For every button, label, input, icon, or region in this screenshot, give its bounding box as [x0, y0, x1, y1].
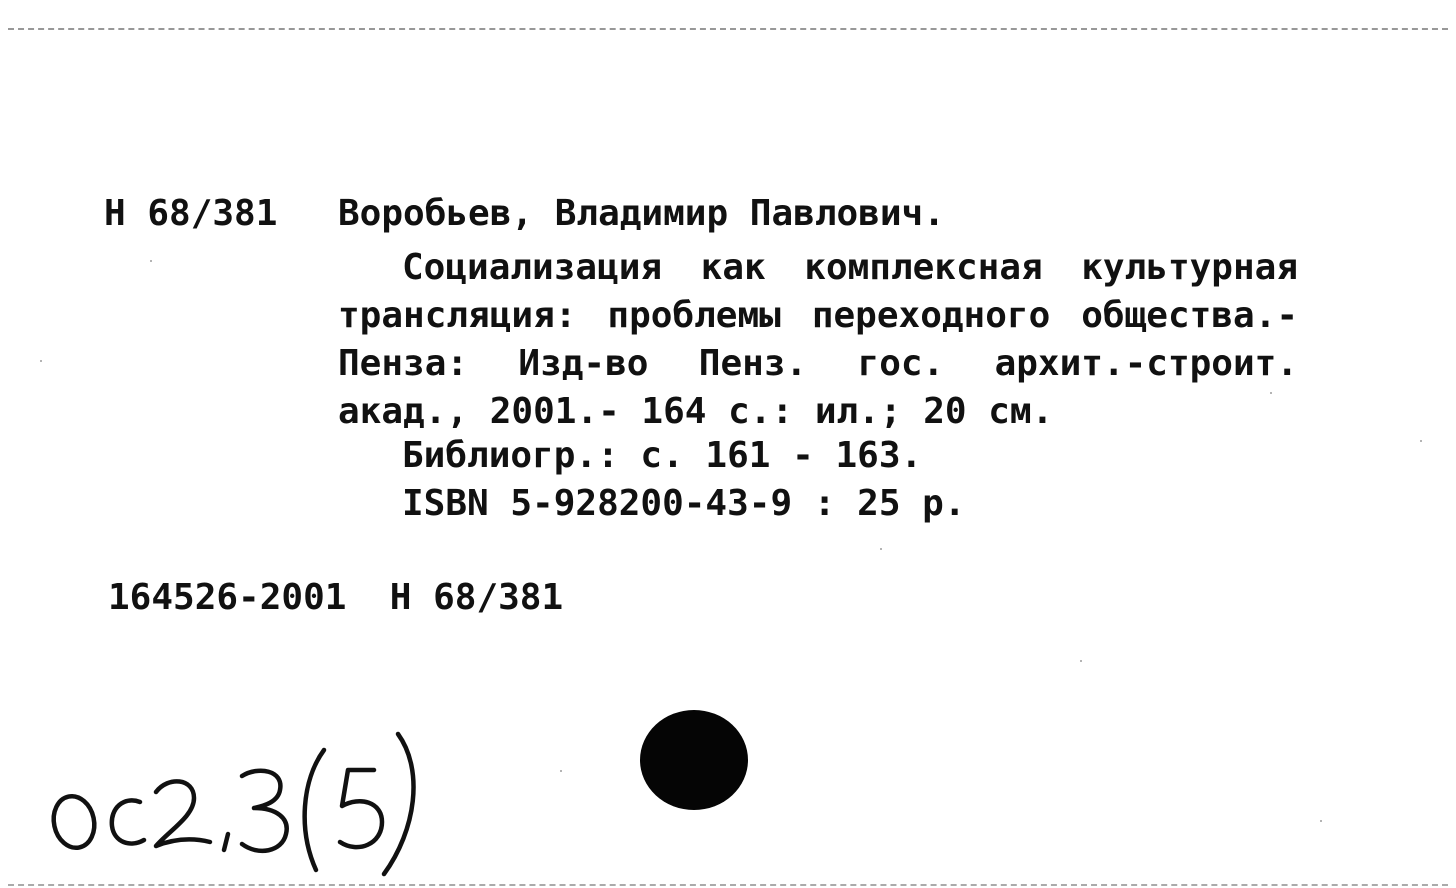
top-border-rule: [8, 28, 1448, 30]
paper-speck: [880, 548, 882, 550]
paper-speck: [1320, 820, 1322, 822]
handwritten-classification-mark: [44, 710, 444, 880]
title-line: Социализация как комплексная культурная: [402, 247, 1298, 288]
bibliography-note: Библиогр.: с. 161 - 163.: [402, 435, 923, 476]
paper-speck: [1270, 392, 1272, 394]
title-line: трансляция: проблемы переходного общества.-: [338, 295, 1298, 336]
bottom-border-rule: [8, 884, 1448, 886]
paper-speck: [40, 360, 42, 362]
title-description: [338, 244, 1298, 436]
paper-speck: [1080, 660, 1082, 662]
author-heading: Воробьев, Владимир Павлович.: [338, 193, 945, 234]
accession-number: 164526-2001 Н 68/381: [108, 577, 564, 618]
paper-speck: [150, 260, 152, 262]
shelf-mark: Н 68/381: [104, 193, 278, 234]
paper-speck: [1420, 440, 1422, 442]
title-line: акад., 2001.- 164 с.: ил.; 20 см.: [338, 391, 1054, 432]
isbn-price: ISBN 5-928200-43-9 : 25 р.: [402, 483, 966, 524]
paper-speck: [560, 770, 562, 772]
title-line: Пенза: Изд-во Пенз. гос. архит.-строит.: [338, 343, 1298, 384]
punch-hole: [640, 710, 748, 810]
